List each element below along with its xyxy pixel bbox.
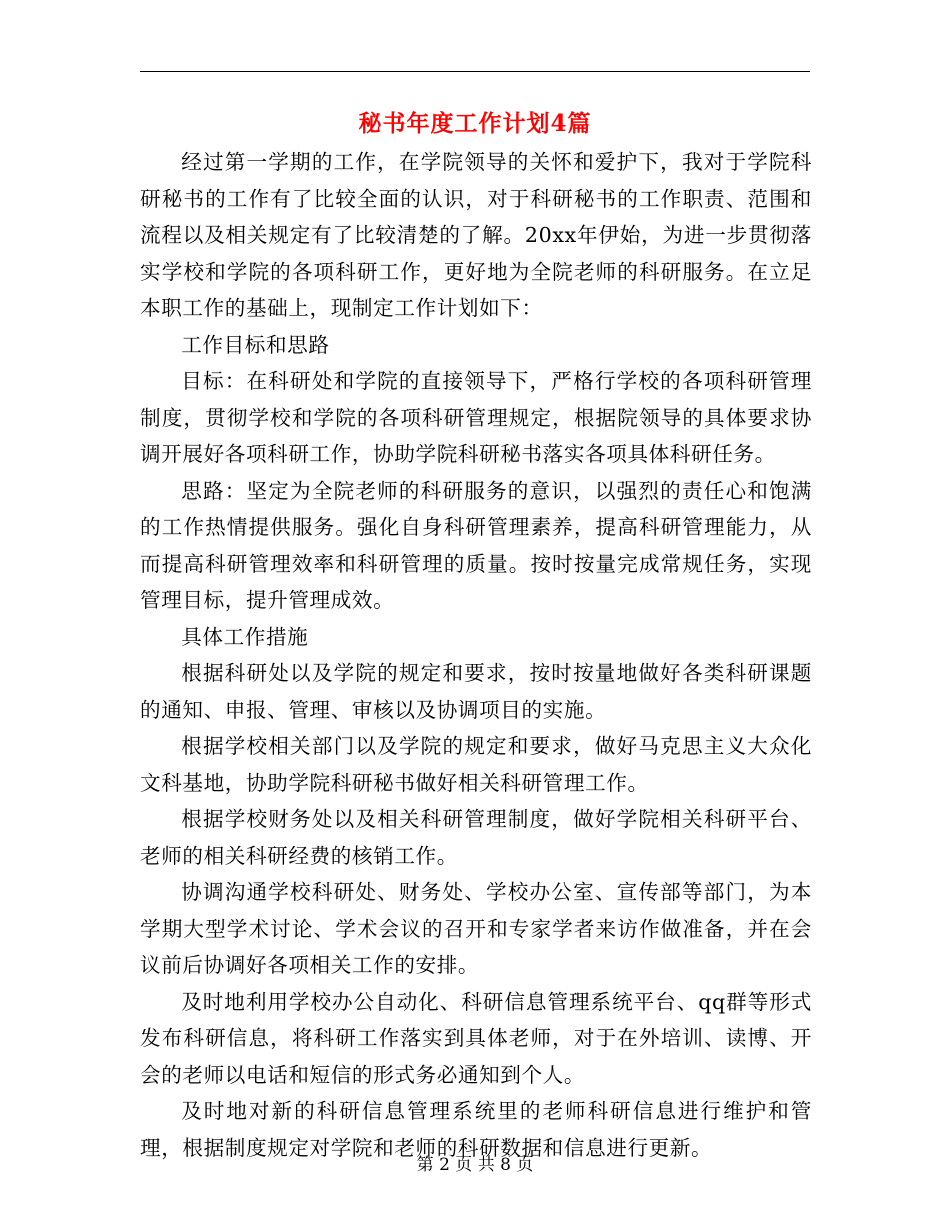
header-rule <box>140 71 810 72</box>
paragraph-goal: 目标：在科研处和学院的直接领导下，严格行学校的各项科研管理制度，贯彻学校和学院的各项科研管理规定，根据院领导的具体要求协调开展好各项科研工作，协助学院科研秘书落实各项具体科研任务。 <box>140 369 812 466</box>
paragraph-measure-5: 及时地利用学校办公自动化、科研信息管理系统平台、qq群等形式发布科研信息，将科研工作落实到具体老师，对于在外培训、读博、开会的老师以电话和短信的形式务必通知到个人。 <box>140 989 812 1087</box>
paragraph-ideas: 思路：坚定为全院老师的科研服务的意识，以强烈的责任心和饱满的工作热情提供服务。强化自身科研管理素养，提高科研管理能力，从而提高科研管理效率和科研管理的质量。按时按量完成常规任务，实现管理目标，提升管理成效。 <box>140 478 812 612</box>
document-body <box>140 144 812 1166</box>
paragraph-measure-4: 协调沟通学校科研处、财务处、学校办公室、宣传部等部门，为本学期大型学术讨论、学术会议的召开和专家学者来访作做准备，并在会议前后协调好各项相关工作的安排。 <box>140 880 812 977</box>
paragraph-measure-3: 根据学校财务处以及相关科研管理制度，做好学院相关科研平台、老师的相关科研经费的核销工作。 <box>140 807 812 868</box>
page-title: 秘书年度工作计划4篇 <box>358 110 592 137</box>
heading-goals-and-ideas: 工作目标和思路 <box>181 332 330 357</box>
paragraph-measure-6: 及时地对新的科研信息管理系统里的老师科研信息进行维护和管理，根据制度规定对学院和老师的科研数据和信息进行更新。 <box>140 1099 812 1160</box>
heading-measures: 具体工作措施 <box>181 624 309 649</box>
page-number-footer: 第 2 页 共 8 页 <box>416 1155 534 1175</box>
paragraph-measure-1: 根据科研处以及学院的规定和要求，按时按量地做好各类科研课题的通知、申报、管理、审核以及协调项目的实施。 <box>140 661 812 722</box>
paragraph-measure-2: 根据学校相关部门以及学院的规定和要求，做好马克思主义大众化文科基地，协助学院科研秘书做好相关科研管理工作。 <box>140 734 812 795</box>
paragraph-intro: 经过第一学期的工作，在学院领导的关怀和爱护下，我对于学院科研秘书的工作有了比较全面的认识，对于科研秘书的工作职责、范围和流程以及相关规定有了比较清楚的了解。20xx年伊始，为进一步贯彻落实学校和学院的各项科研工作，更好地为全院老师的科研服务。在立足本职工作的基础上，现制定工作计划如下： <box>140 150 812 320</box>
